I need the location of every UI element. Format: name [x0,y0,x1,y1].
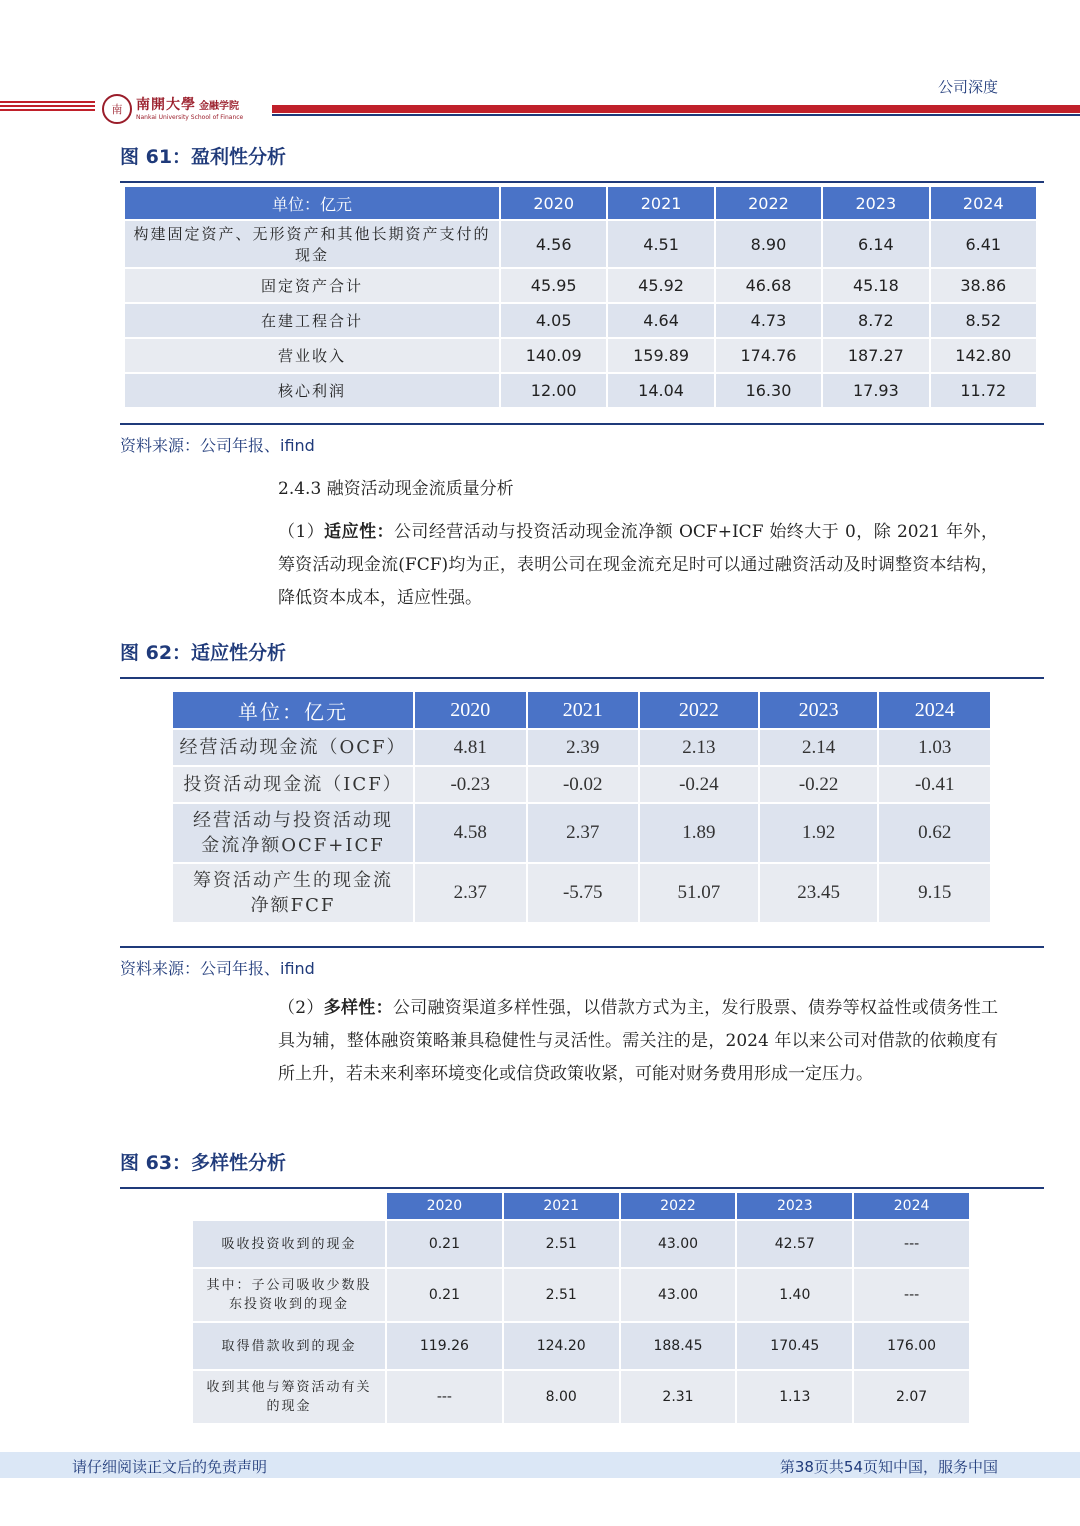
table-cell: 188.45 [621,1323,736,1369]
table-cell: --- [387,1371,502,1423]
table-cell: 1.03 [879,730,990,765]
table-row [173,730,990,765]
table-cell: 46.68 [716,269,821,302]
figure-61-title: 图 61：盈利性分析 [120,146,287,168]
table-cell: 8.00 [504,1371,619,1423]
para-body: 公司经营活动与投资活动现金流净额 OCF+ICF 始终大于 0，除 2021 年外，筹资活动现金流(FCF)均为正，表明公司在现金流充足时可以通过融资活动及时调整资本结构，降低资本成本，适应性强。 [278,522,998,608]
logo-english: Nankai University School of Finance [136,113,244,121]
seal-icon: 南 [102,94,132,124]
para-prefix: （1） [278,522,325,542]
table-cell: --- [854,1269,969,1321]
table-cell: 140.09 [501,339,606,372]
header-bar [272,105,1080,113]
table-row [173,767,990,802]
table-cell: 23.45 [760,864,878,922]
table-cell: -0.22 [760,767,878,802]
table-header-row [193,1193,969,1219]
row-label: 筹资活动产生的现金流净额FCF [173,864,413,922]
row-label: 收到其他与筹资活动有关的现金 [193,1371,385,1423]
figure-61-bottom-rule [120,423,1044,425]
logo-school: 金融学院 [199,100,239,112]
table-row [193,1371,969,1423]
table-cell: 43.00 [621,1269,736,1321]
column-header: 2023 [823,187,928,219]
table-cell: -0.41 [879,767,990,802]
row-label: 取得借款收到的现金 [193,1323,385,1369]
table-row [193,1323,969,1369]
table-cell: 174.76 [716,339,821,372]
row-label: 经营活动与投资活动现金流净额OCF+ICF [173,804,413,862]
table-header-row [173,692,990,728]
figure-61-source: 资料来源：公司年报、ifind [120,436,315,455]
paragraph-adaptability [278,516,998,615]
table-row [173,804,990,862]
adaptability-table [171,690,992,924]
table-cell: 2.31 [621,1371,736,1423]
table-cell: 4.64 [608,304,713,337]
column-header: 2021 [528,692,639,728]
table-cell: 4.51 [608,221,713,267]
table-cell: 8.72 [823,304,928,337]
table-cell: 6.14 [823,221,928,267]
column-header: 2023 [737,1193,852,1219]
table-cell: 2.37 [415,864,526,922]
table-cell: 43.00 [621,1221,736,1267]
table-cell: 4.56 [501,221,606,267]
table-cell: -0.23 [415,767,526,802]
figure-62-source: 资料来源：公司年报、ifind [120,959,315,978]
column-header: 2020 [387,1193,502,1219]
column-header: 单位：亿元 [173,692,413,728]
row-label: 吸收投资收到的现金 [193,1221,385,1267]
table-cell: 12.00 [501,374,606,407]
table-cell: 42.57 [737,1221,852,1267]
table-cell: 9.15 [879,864,990,922]
table-row [125,304,1036,337]
table-row [125,339,1036,372]
table-cell: 159.89 [608,339,713,372]
column-header: 2021 [504,1193,619,1219]
footer-page-info: 第38页共54页知中国，服务中国 [779,1458,998,1476]
para-body: 公司融资渠道多样性强，以借款方式为主，发行股票、债券等权益性或债务性工具为辅，整体融资策略兼具稳健性与灵活性。需关注的是，2024 年以来公司对借款的依赖度有所上升，若未来利率环境变化或信贷政策收紧，可能对财务费用形成一定压力。 [278,998,998,1084]
row-label: 固定资产合计 [125,269,499,302]
table-row [193,1269,969,1321]
column-header: 2022 [716,187,821,219]
table-cell: 2.07 [854,1371,969,1423]
table-cell: 124.20 [504,1323,619,1369]
figure-62-bottom-rule [120,946,1044,948]
table-cell: 2.51 [504,1269,619,1321]
table-cell: 8.90 [716,221,821,267]
column-header [193,1193,385,1219]
table-cell: 2.39 [528,730,639,765]
footer-disclaimer: 请仔细阅读正文后的免责声明 [72,1458,268,1476]
table-cell: 2.13 [640,730,758,765]
table-cell: 6.41 [931,221,1036,267]
column-header: 2024 [854,1193,969,1219]
table-cell: 1.40 [737,1269,852,1321]
table-cell: 14.04 [608,374,713,407]
table-cell: 2.37 [528,804,639,862]
para-keyword: 多样性： [323,998,393,1018]
para-keyword: 适应性： [324,522,394,542]
table-header-row [125,187,1036,219]
table-cell: 4.58 [415,804,526,862]
table-cell: -5.75 [528,864,639,922]
paragraph-diversity [278,992,998,1091]
para-prefix: （2） [278,998,324,1018]
table-cell: 38.86 [931,269,1036,302]
table-cell: 17.93 [823,374,928,407]
table-cell: 11.72 [931,374,1036,407]
table-cell: 170.45 [737,1323,852,1369]
table-cell: 119.26 [387,1323,502,1369]
table-row [125,269,1036,302]
table-cell: 16.30 [716,374,821,407]
figure-62-top-rule [120,677,1044,679]
table-cell: -0.02 [528,767,639,802]
column-header: 2020 [501,187,606,219]
table-cell: -0.24 [640,767,758,802]
row-label: 经营活动现金流（OCF） [173,730,413,765]
table-cell: 187.27 [823,339,928,372]
section-heading: 2.4.3 融资活动现金流质量分析 [278,479,514,499]
column-header: 2024 [879,692,990,728]
figure-63-top-rule [120,1187,1044,1189]
table-cell: 1.89 [640,804,758,862]
section-label: 公司深度 [937,78,998,96]
column-header: 2022 [640,692,758,728]
table-row [193,1221,969,1267]
row-label: 其中：子公司吸收少数股东投资收到的现金 [193,1269,385,1321]
header-rule [272,114,1080,116]
row-label: 营业收入 [125,339,499,372]
table-cell: 142.80 [931,339,1036,372]
column-header: 2021 [608,187,713,219]
table-cell: 0.21 [387,1221,502,1267]
table-cell: 4.73 [716,304,821,337]
column-header: 单位：亿元 [125,187,499,219]
figure-61-top-rule [120,181,1044,183]
table-cell: 45.18 [823,269,928,302]
table-cell: --- [854,1221,969,1267]
column-header: 2023 [760,692,878,728]
table-cell: 45.95 [501,269,606,302]
table-cell: 0.62 [879,804,990,862]
table-cell: 8.52 [931,304,1036,337]
table-row [125,221,1036,267]
row-label: 构建固定资产、无形资产和其他长期资产支付的现金 [125,221,499,267]
table-cell: 0.21 [387,1269,502,1321]
row-label: 投资活动现金流（ICF） [173,767,413,802]
row-label: 在建工程合计 [125,304,499,337]
table-cell: 4.81 [415,730,526,765]
table-cell: 1.92 [760,804,878,862]
table-cell: 2.51 [504,1221,619,1267]
table-row [125,374,1036,407]
figure-63-title: 图 63：多样性分析 [120,1152,287,1174]
table-cell: 2.14 [760,730,878,765]
profitability-table [123,185,1038,409]
column-header: 2022 [621,1193,736,1219]
column-header: 2020 [415,692,526,728]
table-cell: 45.92 [608,269,713,302]
table-cell: 1.13 [737,1371,852,1423]
figure-62-title: 图 62：适应性分析 [120,642,287,664]
row-label: 核心利润 [125,374,499,407]
header-stripe-left [0,101,95,113]
table-cell: 4.05 [501,304,606,337]
logo-name: 南開大學 [136,96,196,113]
table-cell: 176.00 [854,1323,969,1369]
table-cell: 51.07 [640,864,758,922]
university-logo [102,92,272,126]
column-header: 2024 [931,187,1036,219]
table-row [173,864,990,922]
diversity-table [191,1191,971,1425]
